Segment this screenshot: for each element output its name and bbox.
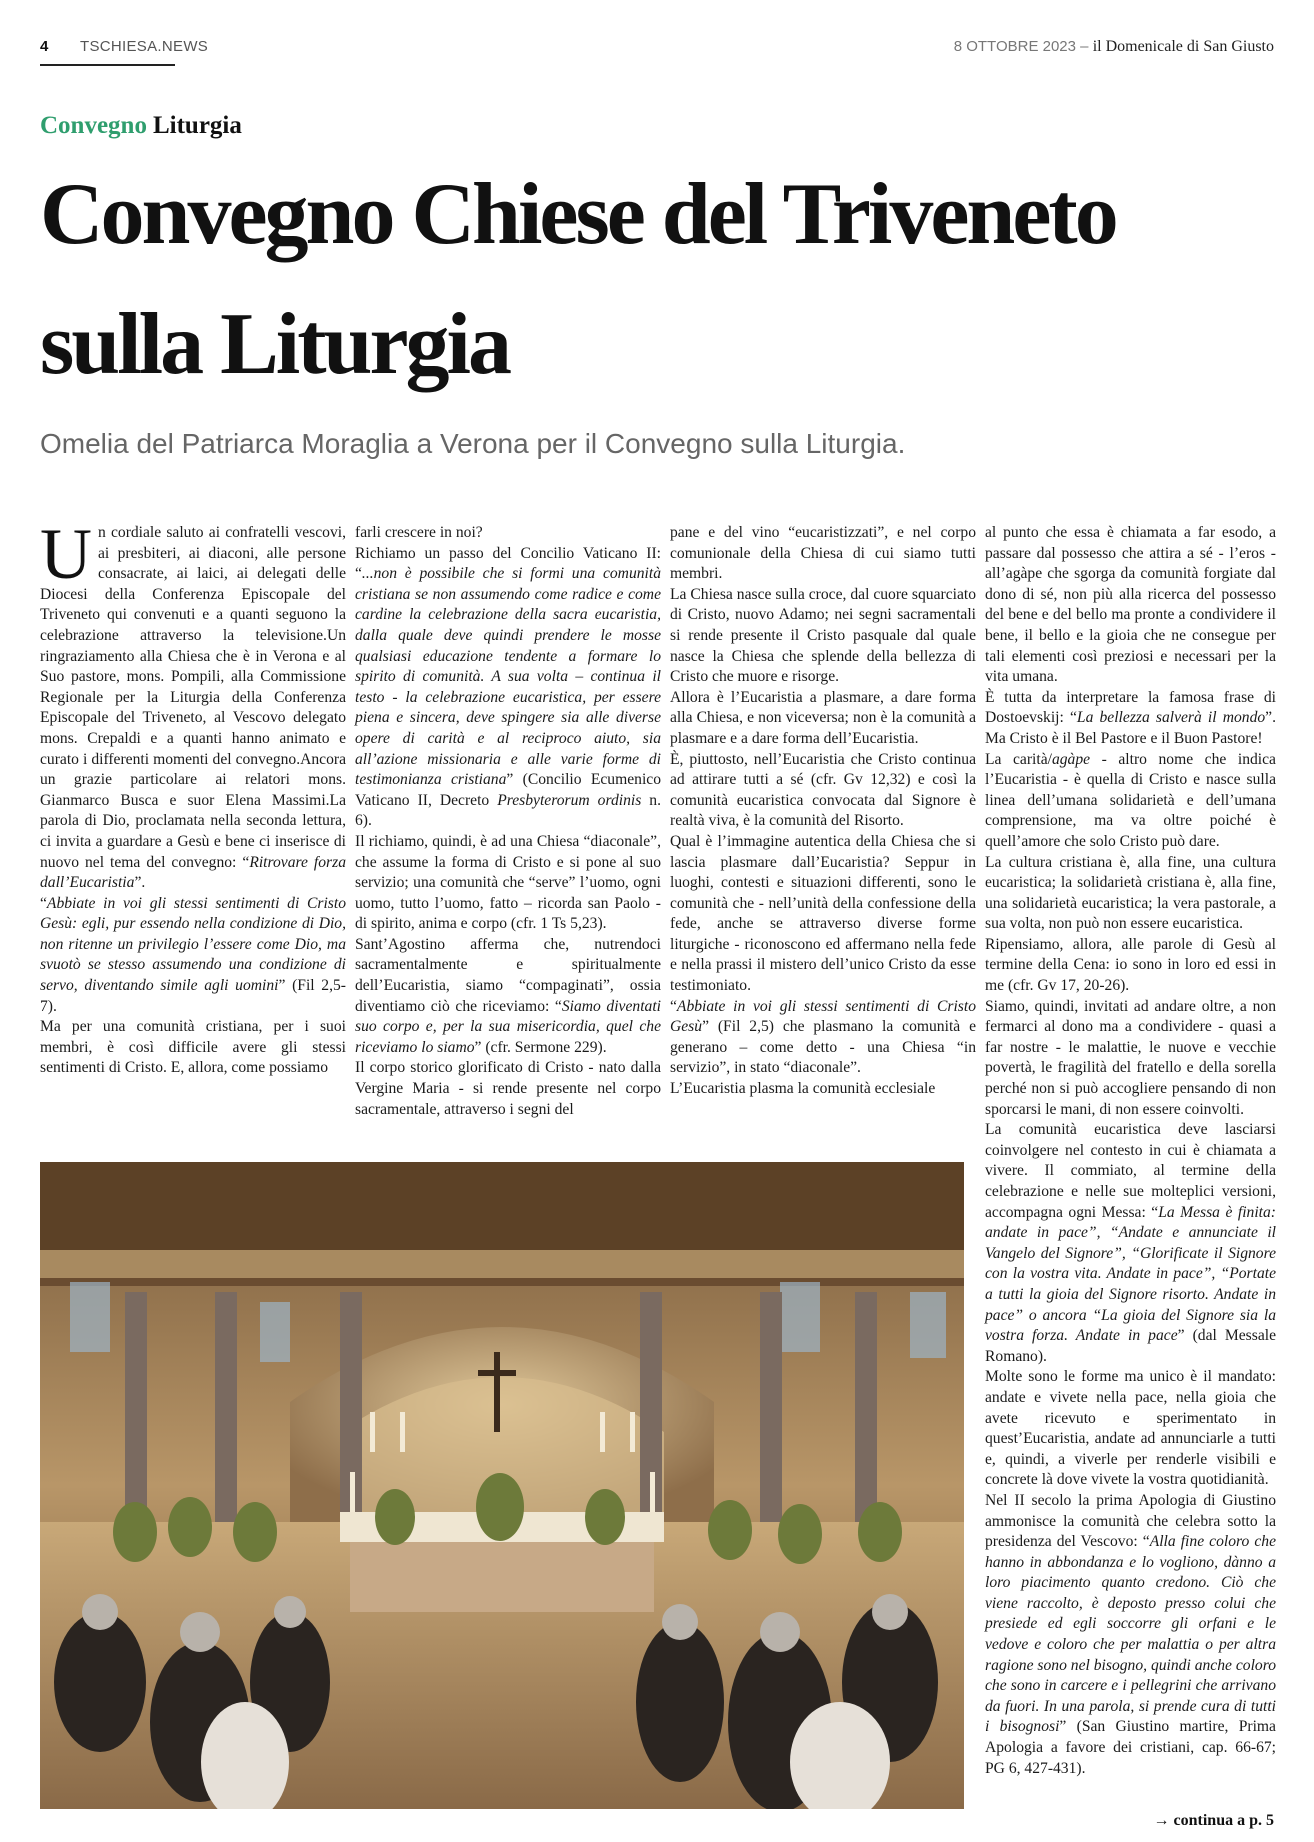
body-text: ” (Fil 2,5-7). (40, 977, 346, 1015)
continued-link[interactable]: → continua a p. 5 (1153, 1812, 1274, 1829)
body-text: ” (San Giustino martire, Prima Apologia a favore dei cristiani, cap. 66-67; PG 6, 427-431). (985, 1718, 1276, 1777)
body-text: Un ringraziamento alla Chiesa che è in Verona e al Suo pastore, mons. Pompili, alla Commissione Regionale per la Liturgia della Conferenza Episcopale del Triveneto, al Vescovo delegato mons. Crepaldi e a quanti hanno animato e curato i differenti momenti del convegno. (40, 626, 346, 768)
italic-quote: Ritrovare forza dall’Eucaristia (40, 853, 346, 892)
article-subtitle: Omelia del Patriarca Moraglia a Verona per il Convegno sulla Liturgia. (40, 428, 906, 459)
body-text: La comunità eucaristica deve lasciarsi coinvolgere nel contesto in cui è chiamata a vivere. Il commiato, al termine della celebrazione e nelle sue molteplici versioni, accompagna ogni Messa: “ (985, 1121, 1276, 1221)
article-column-4 (985, 523, 1276, 1779)
issue-date: 8 OTTOBRE 2023 (953, 38, 1076, 55)
body-text: Allora è l’Eucaristia a plasmare, a dare forma alla Chiesa, e non viceversa; non è la comunità a plasmare e a dare forma dell’Eucaristia. (670, 688, 976, 747)
italic-quote: ...non è possibile che si formi una comunità cristiana se non assumendo come radice e come cardine la celebrazione della sacra eucaristia, dalla quale deve quindi prendere le mosse qualsiasi educazione tendente a formare lo spirito di comunità. A sua volta – continua il testo - la celebrazione eucaristica, per essere piena e sincera, deve spingere sia alle diverse opere di carità e al reciproco aiuto, sia all’azione missionaria e alle varie forme di testimonianza cristiana (355, 565, 661, 789)
italic-quote: agàpe (1051, 750, 1091, 768)
italic-quote: La Messa è finita: andate in pace”, “Andate e annunciate il Vangelo del Signore”, “Glorificate il Signore con la vostra vita. Andate in pace”, “Portate a tutti la gioia del Signore risorto. Andate in pace” o ancora “La gioia del Signore sia la vostra forza. Andate in pace (985, 1203, 1276, 1345)
body-text: È, piuttosto, nell’Eucaristia che Cristo continua ad attirare tutti a sé (cfr. Gv 12,32) e così la comunità eucaristica convocata dal Signore è realtà viva, è la comunità del Risorto. (670, 750, 976, 830)
italic-quote: Siamo diventati suo corpo e, per la sua misericordia, quel che riceviamo lo siamo (355, 997, 661, 1056)
body-text: Siamo, quindi, invitati ad andare oltre, a non fermarci al dono ma a condividere - quasi a far nostre - le malattie, le nuove e vecchie povertà, le fragilità del fratello e della sorella perché non si può accogliere pensando di non sporcarsi le mani, di non essere coinvolti. (985, 997, 1276, 1118)
body-text: Il corpo storico glorificato di Cristo - nato dalla Vergine Maria - si rende presente nel corpo sacramentale, attraverso i segni del (355, 1059, 661, 1118)
body-text: La carità/ (985, 750, 1052, 768)
page-header (40, 36, 1274, 60)
cathedral-mass-photo (40, 1162, 964, 1809)
body-text: È tutta da interpretare la famosa frase di Dostoevskij: “ (985, 688, 1276, 727)
page-number: 4 (40, 38, 49, 55)
column-text (670, 523, 976, 1100)
body-text: Ancora un grazie particolare ai relatori mons. Gianmarco Busca e suor Elena Massimi. (40, 750, 346, 809)
body-text: Il richiamo, quindi, è ad una Chiesa “diaconale”, che assume la forma di Cristo e si pone al suo servizio; una comunità che “serve” l’uomo, ogni uomo, tutto l’uomo, fatto – ricorda san Paolo - di spirito, anima e corpo (cfr. 1 Ts 5,23). (355, 832, 661, 933)
body-text: ” (Concilio Ecumenico Vaticano II, Decreto (355, 771, 662, 809)
body-text: ”. (134, 874, 146, 892)
section-kicker (40, 112, 242, 140)
column-text (355, 523, 661, 1120)
header-rule (40, 64, 175, 66)
body-text: - altro nome che indica l’Eucaristia - è quella di Cristo e nasce sulla linea dell’umana solidarietà e dell’umana comprensione, ma va oltre poiché è quell’amore che solo Cristo può dare. (985, 750, 1276, 850)
body-text: Ripensiamo, allora, alle parole di Gesù al termine della Cena: io sono in loro ed essi in me (cfr. Gv 17, 20-26). (985, 935, 1276, 995)
article-column-2 (355, 523, 661, 1120)
site-name: TSCHIESA.NEWS (80, 38, 209, 55)
body-text: Nel II secolo la prima Apologia di Giustino ammonisce la comunità che celebra sotto la presidenza del Vescovo: “ (985, 1491, 1276, 1551)
body-text: Sant’Agostino afferma che, nutrendoci sacramentalmente e spiritualmente dell’Eucaristia, siamo “compaginati”, ossia diventiamo ciò che riceviamo: “ (355, 935, 661, 1015)
body-text: al punto che essa è chiamata a far esodo, a passare dal possesso che attira a sé - l’eros - all’agàpe che sgorga da comunità forgiate dal dono di sé, non più alla ricerca del possesso del bene e del bello ma pronte a condividere il bene, il bello e la gioia che ne consegue per tali elementi così preziosi e necessari per la vita umana. (985, 524, 1276, 686)
issue-info (954, 38, 1274, 56)
body-text: “ (670, 997, 677, 1015)
body-text: ” (Fil 2,5) che plasmano la comunità e generano – come detto - una Chiesa “in servizio”, in stato “diaconale”. (670, 1018, 976, 1077)
body-text: Ma per una comunità cristiana, per i suoi membri, è così difficile avere gli stessi sentimenti di Cristo. E, allora, come possiamo (40, 1018, 346, 1077)
kicker-convegno: Convegno (40, 112, 147, 139)
article-column-1 (40, 514, 346, 1079)
kicker-liturgia: Liturgia (152, 112, 242, 139)
column-text (985, 523, 1276, 1779)
article-headline: Convegno Chiese del Triveneto sulla Liturgia (40, 166, 1116, 393)
article-column-3 (670, 523, 976, 1100)
body-text: Molte sono le forme ma unico è il mandato: andate e vivete nella pace, nella gioia che avete ricevuto e sperimentato in quest’Eucaristia, andate ad annunciarle a tutti e, quindi, a viverle per renderle visibili e concrete là dove vivete la vostra quotidianità. (985, 1368, 1276, 1489)
body-text: pane e del vino “eucaristizzati”, e nel corpo comunionale della Chiesa di cui siamo tutti membri. (670, 524, 976, 583)
italic-quote: La bellezza salverà il mondo (1076, 709, 1266, 727)
publication-name: il Domenicale di San Giusto (1092, 38, 1274, 55)
body-text: n cordiale saluto ai confratelli vescovi, ai presbiteri, ai diaconi, alle persone consacrate, ai laici, ai delegati delle Diocesi della Conferenza Episcopale del Triveneto qui convenuti e a quanti seguono la celebrazione attraverso la televisione. (40, 524, 346, 644)
body-text: ”. Ma Cristo è il Bel Pastore e il Buon Pastore! (985, 709, 1276, 747)
italic-quote: Alla fine coloro che hanno in abbondanza e lo vogliono, dànno a loro piacimento quanto credono. Ciò che viene raccolto, è deposto presso colui che presiede ed egli soccorre gli orfani e le vedove e coloro che per malattia o per altra ragione sono nel bisogno, quindi anche coloro che sono in carcere e i pellegrini che arrivano da fuori. In una parola, si prende cura di tutti i bisognosi (985, 1533, 1276, 1736)
italic-quote: Presbyterorum ordinis (497, 791, 642, 809)
body-text: n. 6). (355, 791, 661, 830)
body-text: La cultura cristiana è, alla fine, una cultura eucaristica; la solidarietà cristiana è, alla fine, una solidarietà eucaristica; la vera pastorale, a sua volta, non può non essere eucaristica. (985, 853, 1276, 933)
body-text: “ (40, 894, 47, 912)
drop-cap: U (40, 514, 92, 594)
column-text (40, 514, 346, 1079)
body-text: ” (cfr. Sermone 229). (474, 1038, 607, 1056)
body-text: Qual è l’immagine autentica della Chiesa che si lascia plasmare dall’Eucaristia? Seppur in luoghi, contesti e situazioni differenti, sono le comunità che - nell’unità della confessione della fede, anche se attraverso diverse forme liturgiche - riconoscono ed affermano nella fede e nella prassi il mistero dell’unico Cristo da esse testimoniato. (670, 832, 976, 995)
italic-quote: Abbiate in voi gli stessi sentimenti di Cristo Gesù: egli, pur essendo nella condizione di Dio, non ritenne un privilegio l’essere come Dio, ma svuotò se stesso assumendo una condizione di servo, diventando simile agli uomini (40, 894, 346, 995)
photo-illustration (40, 1162, 964, 1809)
italic-quote: Abbiate in voi gli stessi sentimenti di Cristo Gesù (670, 997, 976, 1036)
body-text: La Chiesa nasce sulla croce, dal cuore squarciato di Cristo, nuovo Adamo; nei segni sacramentali si rende presente il Cristo pasquale dal quale nasce la Chiesa che splende della bellezza di Cristo che muore e risorge. (670, 585, 976, 686)
separator: – (1080, 38, 1089, 55)
body-text: Richiamo un passo del Concilio Vaticano II: “ (355, 544, 661, 583)
body-text: ” (dal Messale Romano). (985, 1327, 1276, 1365)
body-text: La parola di Dio, proclamata nella seconda lettura, ci invita a guardare a Gesù e bene ci inserisce di nuovo nel tema del convegno: “ (40, 791, 346, 871)
body-text: L’Eucaristia plasma la comunità ecclesiale (670, 1080, 936, 1098)
body-text: farli crescere in noi? (355, 524, 483, 541)
